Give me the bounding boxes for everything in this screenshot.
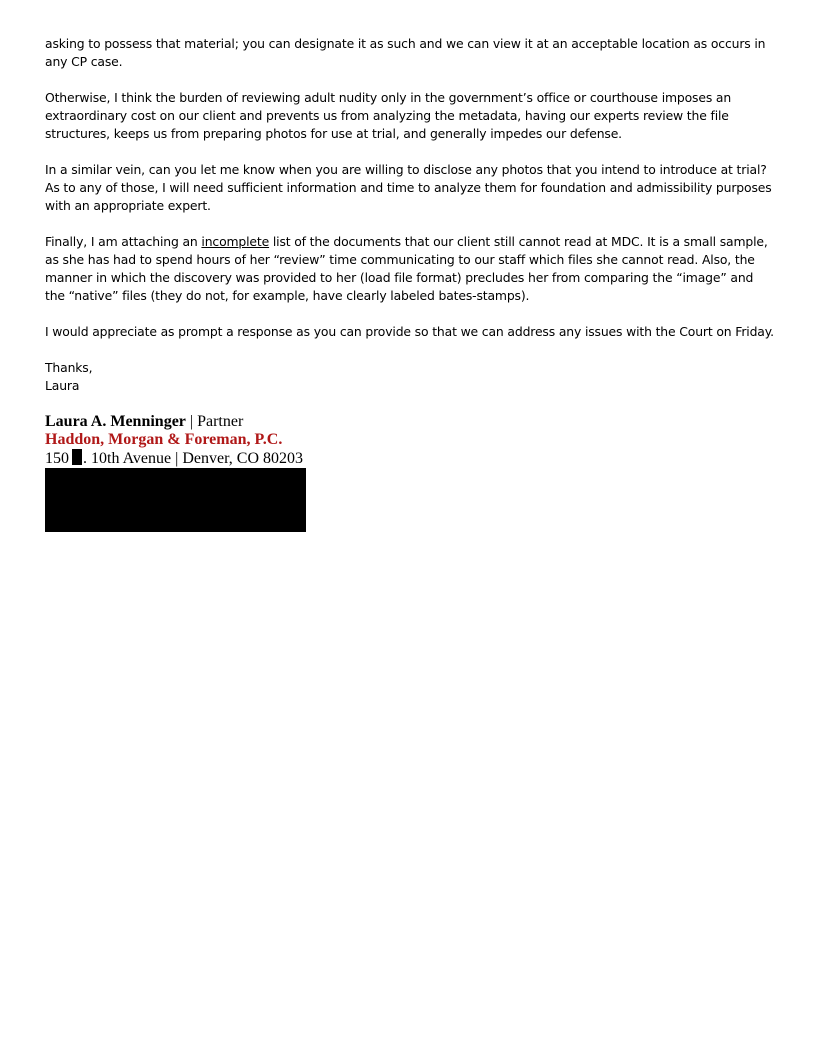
signature-firm: Haddon, Morgan & Foreman, P.C. — [45, 431, 283, 448]
signature-address — [45, 449, 775, 468]
address-prefix: 150 — [45, 450, 69, 467]
paragraph-adult-nudity-burden: Otherwise, I think the burden of reviewing adult nudity only in the government’s office or courthouse imposes an extraordinary cost on our client and prevents us from analyzing the metadata, having our experts review the file structures, keeps us from preparing photos for use at trial, and generally impedes our defense. — [45, 90, 732, 141]
signature-name: Laura A. Menninger — [45, 413, 186, 430]
signature-title: Partner — [197, 413, 244, 430]
sender-first-name: Laura — [45, 378, 80, 393]
email-body — [45, 35, 775, 532]
paragraph-prompt-response: I would appreciate as prompt a response as you can provide so that we can address any issues with the Court on Friday. — [45, 324, 774, 339]
paragraph-cp-material: asking to possess that material; you can designate it as such and we can view it at an acceptable location as occurs in any CP case. — [45, 36, 766, 69]
paragraph-trial-photos: In a similar vein, can you let me know when you are willing to disclose any photos that you intend to introduce at trial? As to any of those, I will need sufficient information and time to analyze them for foundation and admissibility purposes with an appropriate expert. — [45, 162, 772, 213]
address-suffix: . 10th Avenue | Denver, CO 80203 — [83, 450, 304, 467]
attachment-text-before: Finally, I am attaching an — [45, 234, 202, 249]
redaction-block — [45, 468, 306, 532]
signature-name-line — [45, 413, 775, 431]
emphasis-incomplete: incomplete — [201, 234, 270, 249]
redaction-mark — [72, 449, 82, 465]
paragraph-attachment-list — [45, 233, 775, 305]
closing-block — [45, 359, 775, 395]
closing-thanks: Thanks, — [45, 360, 93, 375]
attachment-text-after: list of the documents that our client still cannot read at MDC. It is a small sample, as she has had to spend hours of her “review” time communicating to our staff which files she cannot read. Also, the manner in which the discovery was provided to her (load file format) precludes her from comparing the “image” and the “native” files (they do not, for example, have clearly labeled bates-stamps). — [45, 234, 768, 303]
email-signature — [45, 413, 775, 532]
signature-separator: | — [185, 413, 198, 430]
